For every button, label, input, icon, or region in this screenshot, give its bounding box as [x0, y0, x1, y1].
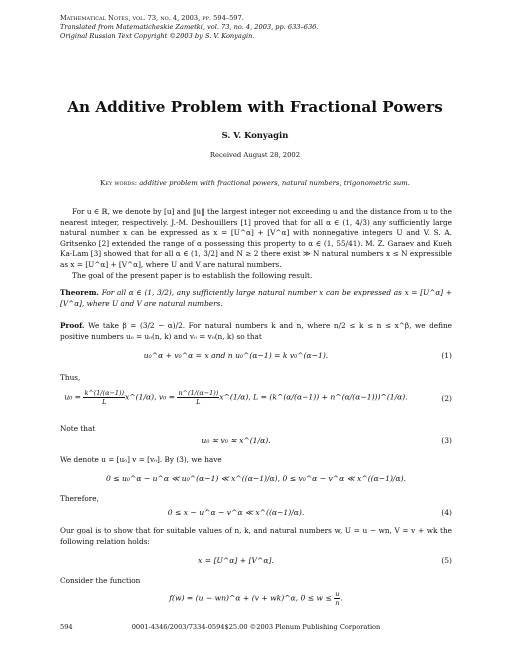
note-label: Note that	[60, 424, 96, 433]
proof-text: We take β = (3/2 − α)/2. For natural numbers k and n, where n/2 ≤ k ≤ n ≤ x^β, we define positive numbers u₀ = u₀(n, k) and v₀ = v₀(n, k) so that	[60, 321, 452, 341]
equation-unnumbered	[60, 474, 452, 488]
keywords	[0, 179, 510, 187]
intro-paragraph: For u ∈ ℝ, we denote by [u] and ‖u‖ the largest integer not exceeding u and the distance from u to the nearest integer, respectively. J.-M. Deshouillers [1] proved that for all α ∈ (1, 4/3) any sufficiently large natural number x can be expressed as x = [U^α] + [V^α] with nonnegative integers U and V. S. A. Gritsenko [2] extended the range of α possessing this property to α ∈ (1, 55/41). M. Z. Garaev and Kueh Ka-Lam [3] showed that for all α ∈ (1, 3/2] and N ≥ 2 there exist ≫ N natural numbers x ≤ N expressible as x = [U^α] + [V^α], where U and V are natural numbers.	[60, 207, 452, 269]
equation-2	[60, 387, 452, 413]
equation-5-body: x = [U^α] + [V^α].	[198, 556, 274, 565]
equation-4-body: 0 ≤ x − u^α − v^α ≪ x^((α−1)/α).	[167, 508, 305, 517]
equation-1-number: (1)	[441, 351, 452, 360]
equation-4	[60, 508, 452, 522]
paper-title: An Additive Problem with Fractional Powers	[67, 98, 443, 116]
equation-5-number: (5)	[441, 556, 452, 565]
page-number: 594	[60, 623, 73, 631]
equation-2-number: (2)	[441, 394, 452, 403]
journal-citation: Mathematical Notes, vol. 73, no. 4, 2003, pp. 594–597.	[60, 14, 244, 22]
equation-3-number: (3)	[441, 436, 452, 445]
equation-unnumbered-body: 0 ≤ u₀^α − u^α ≪ u₀^(α−1) ≪ x^((α−1)/α), 0 ≤ v₀^α − v^α ≪ x^((α−1)/α).	[106, 474, 406, 483]
denote-paragraph: We denote u = [u₀] v = [v₀]. By (3), we have	[60, 455, 222, 464]
fraction: $\frac{n\^{}(1/(\alpha-1))}{L}$	[178, 389, 219, 406]
equation-2-body: u₀ = $\frac{k\^{}(1/(\alpha-1))}{L}$ x^(1/α), v₀ = $\frac{n\^{}(1/(\alpha-1))}{L}$ x^(1/α), L = (k^(α/(α−1)) + n^(α/(α−1)))^(1/α).	[64, 389, 408, 406]
goal2-paragraph: Our goal is to show that for suitable values of n, k, and natural numbers w, U = u − wn, V = v + wk the following relation holds:	[60, 526, 452, 546]
thus-label: Thus,	[60, 373, 81, 382]
equation-1-body: u₀^α + v₀^α = x and n u₀^(α−1) = k v₀^(α−1).	[143, 351, 329, 360]
author: S. V. Konyagin	[221, 130, 289, 140]
consider-label: Consider the function	[60, 576, 141, 585]
proof-label: Proof.	[60, 321, 85, 330]
equation-function	[60, 588, 452, 614]
fraction: $\frac{u}{n}$	[335, 590, 340, 607]
proof-intro	[60, 321, 452, 342]
translation-note: Translated from Matematicheskie Zametki, vol. 73, no. 4, 2003, pp. 633–636.	[60, 23, 319, 31]
therefore-label: Therefore,	[60, 494, 99, 503]
theorem-label: Theorem.	[60, 288, 99, 297]
footer-text: 0001-4346/2003/7334-0594$25.00 ©2003 Plenum Publishing Corporation	[131, 623, 381, 631]
goal-paragraph: The goal of the present paper is to establish the following result.	[72, 271, 313, 280]
equation-function-body: f(w) = (u − wn)^α + (v + wk)^α, 0 ≤ w ≤ $\frac{u}{n}$ .	[169, 590, 343, 607]
received-date: Received August 28, 2002	[209, 151, 301, 159]
equation-5	[60, 556, 452, 570]
equation-3	[60, 436, 452, 450]
equation-1	[60, 351, 452, 365]
equation-4-number: (4)	[441, 508, 452, 517]
copyright-note: Original Russian Text Copyright ©2003 by S. V. Konyagin.	[60, 32, 255, 40]
theorem	[60, 288, 452, 309]
theorem-text: For all α ∈ (1, 3/2), any sufficiently large natural number x can be expressed as x = [U^α] + [V^α], where U and V are natural numbers.	[60, 288, 452, 308]
keywords-text: additive problem with fractional powers, natural numbers, trigonometric sum.	[139, 179, 410, 187]
equation-3-body: u₀ ≍ v₀ ≍ x^(1/α).	[201, 436, 271, 445]
keywords-label: Key words:	[100, 179, 138, 187]
fraction: $\frac{k\^{}(1/(\alpha-1))}{L}$	[84, 389, 124, 406]
